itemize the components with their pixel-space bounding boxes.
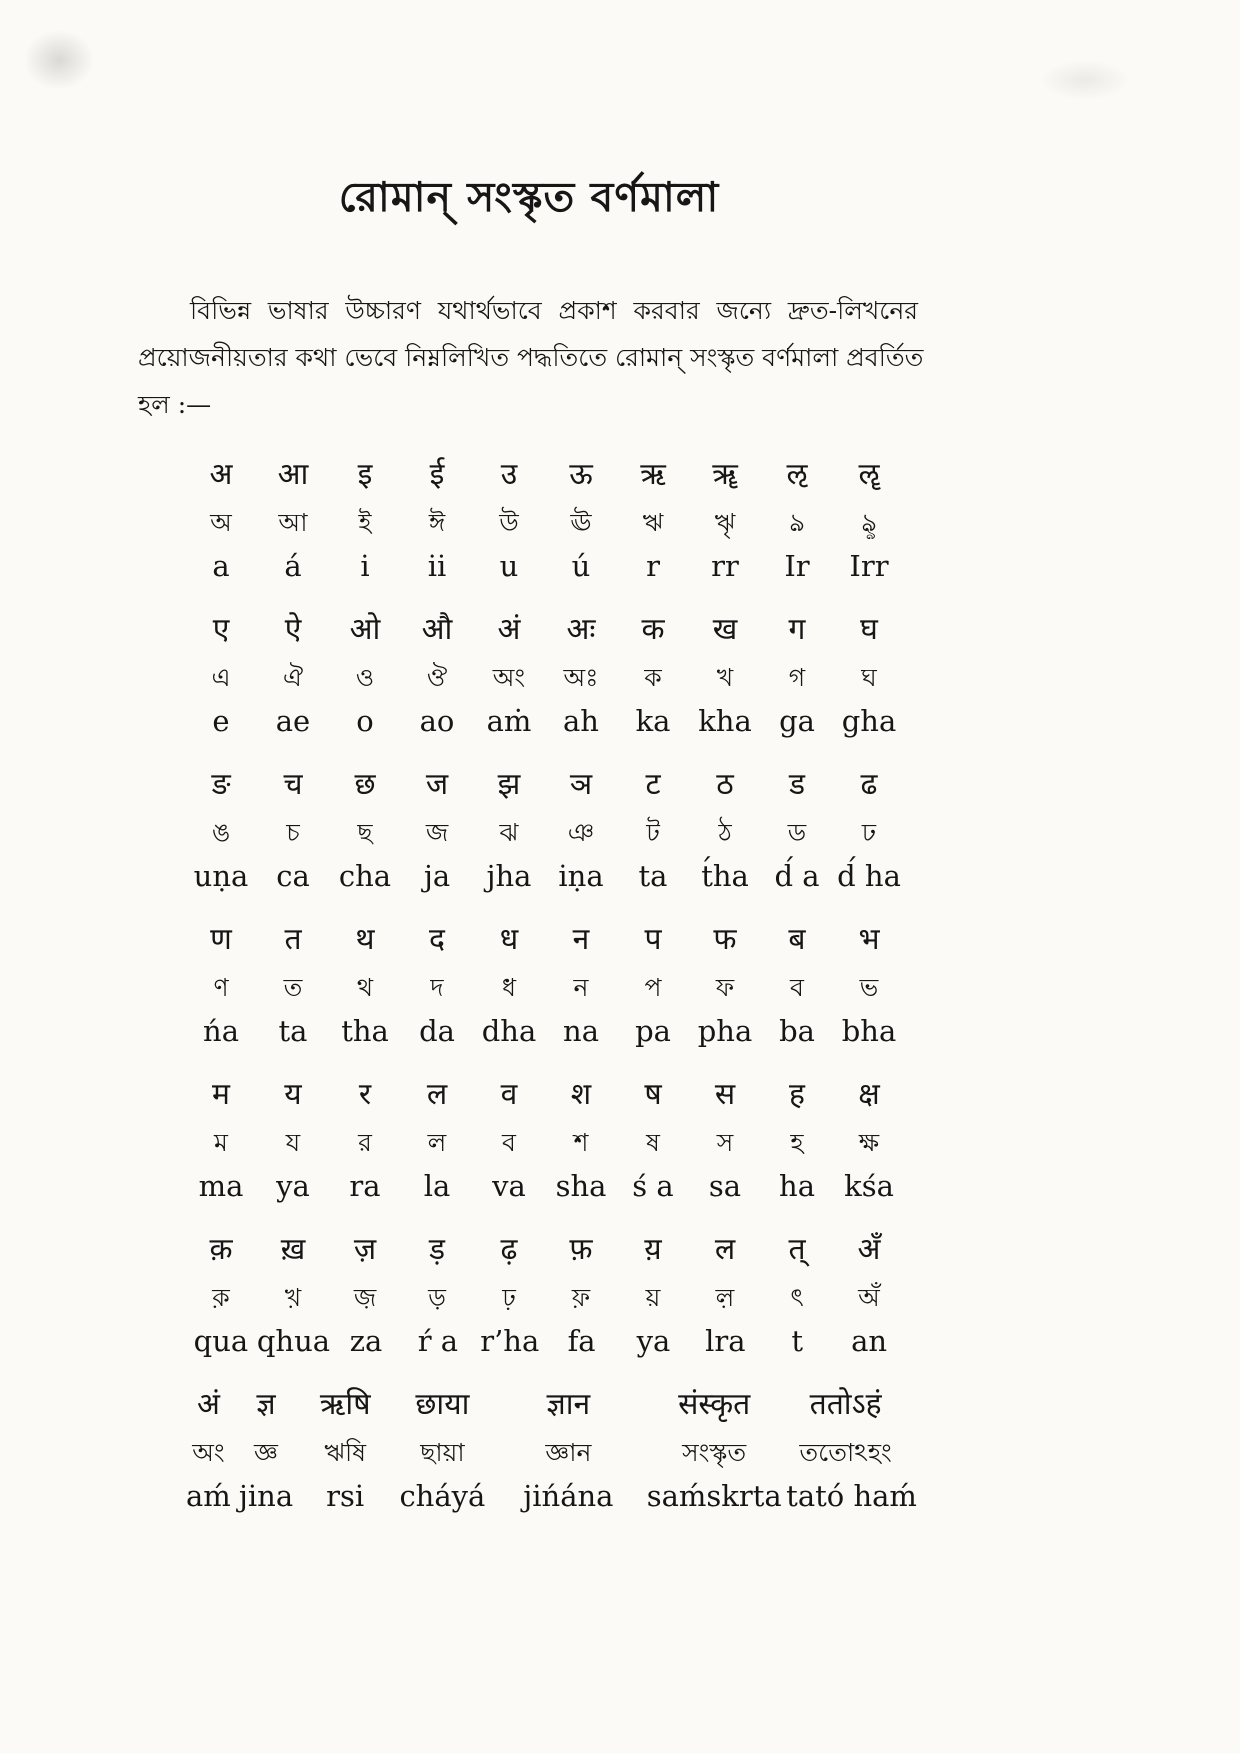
devanagari-example: संस्कृत — [678, 1387, 751, 1422]
roman-char: ka — [635, 704, 671, 738]
devanagari-char: ध — [499, 922, 519, 957]
devanagari-char: ठ — [716, 767, 734, 802]
devanagari-char: ख़ — [280, 1232, 306, 1267]
devanagari-char: ल — [714, 1232, 736, 1267]
roman-char: ú — [571, 549, 591, 583]
bengali-char: খ় — [284, 1283, 302, 1312]
devanagari-char: क — [641, 612, 665, 647]
devanagari-char: आ — [277, 457, 309, 492]
devanagari-char: य़ — [644, 1232, 662, 1267]
roman-char: cha — [338, 859, 392, 893]
devanagari-char: ए — [212, 612, 230, 647]
devanagari-char: ड़ — [428, 1232, 446, 1267]
bengali-char: অঁ — [858, 1283, 880, 1312]
roman-char: lra — [705, 1324, 746, 1358]
bengali-char: আ — [278, 508, 308, 537]
devanagari-char: द — [429, 922, 445, 957]
roman-row — [185, 1012, 905, 1056]
devanagari-example-row — [185, 1382, 905, 1430]
bengali-row — [185, 1275, 905, 1322]
devanagari-char: क्ष — [858, 1077, 880, 1112]
roman-row — [185, 1167, 905, 1211]
devanagari-char: ब — [788, 922, 806, 957]
roman-char: la — [423, 1169, 451, 1203]
bengali-char: ট — [646, 818, 660, 847]
devanagari-char: र — [358, 1077, 372, 1112]
roman-example: aḿ — [186, 1479, 231, 1513]
bengali-char: হ — [790, 1128, 804, 1157]
devanagari-char: इ — [357, 457, 373, 492]
devanagari-char: न — [572, 922, 590, 957]
devanagari-char: ऋ — [640, 457, 666, 492]
devanagari-example: ऋषि — [319, 1387, 371, 1422]
bengali-char: ঈ — [428, 508, 446, 537]
roman-char: ah — [563, 704, 599, 738]
roman-char: o — [356, 704, 374, 738]
intro-paragraph — [138, 287, 924, 428]
alphabet-group — [185, 607, 905, 746]
roman-char: tha — [341, 1014, 389, 1048]
bengali-char: ব — [790, 973, 804, 1002]
roman-char: a — [212, 549, 230, 583]
bengali-char: ণ — [213, 973, 229, 1002]
roman-char: Ir — [784, 549, 810, 583]
bengali-char: অ — [210, 508, 232, 537]
roman-char: aṁ — [486, 704, 532, 738]
bengali-row — [185, 810, 905, 857]
bengali-row — [185, 655, 905, 702]
roman-char: qua — [193, 1324, 249, 1358]
bengali-example: ঋষি — [324, 1438, 366, 1467]
page-title: রোমান্ সংস্কৃত বর্ণমালা — [338, 173, 720, 221]
bengali-char: ঢ় — [502, 1283, 516, 1312]
roman-char: iṇa — [558, 859, 604, 893]
roman-char: ra — [349, 1169, 381, 1203]
bengali-char: অং — [492, 663, 526, 692]
roman-row — [185, 547, 905, 591]
devanagari-char: अं — [497, 612, 521, 647]
bengali-example: জ্ঞ — [254, 1438, 278, 1467]
alphabet-group — [185, 1227, 905, 1366]
bengali-char: ড — [787, 818, 807, 847]
alphabet-group — [185, 762, 905, 901]
roman-example: jińána — [523, 1479, 614, 1513]
bengali-char: ৠ — [714, 508, 736, 537]
devanagari-row — [185, 762, 905, 810]
roman-char: ś a — [632, 1169, 674, 1203]
roman-row — [185, 857, 905, 901]
scan-smudge — [1040, 60, 1130, 100]
devanagari-char: व — [500, 1077, 518, 1112]
roman-char: ta — [278, 1014, 308, 1048]
roman-char: t́ha — [701, 859, 749, 893]
roman-char: va — [492, 1169, 526, 1203]
devanagari-char: ज़ — [353, 1232, 377, 1267]
roman-example: jina — [238, 1479, 294, 1513]
bengali-char: শ — [573, 1128, 589, 1157]
devanagari-char: ढ़ — [500, 1232, 518, 1267]
bengali-row — [185, 965, 905, 1012]
roman-char: za — [349, 1324, 383, 1358]
devanagari-char: ञ — [569, 767, 593, 802]
bengali-char: ক্ষ — [858, 1128, 880, 1157]
devanagari-char: ष — [644, 1077, 662, 1112]
roman-char: ga — [779, 704, 815, 738]
roman-char: r’ha — [480, 1324, 540, 1358]
roman-example-row — [185, 1477, 917, 1521]
roman-char: pha — [697, 1014, 753, 1048]
devanagari-char: त — [284, 922, 302, 957]
roman-char: ba — [779, 1014, 815, 1048]
bengali-char: র — [358, 1128, 372, 1157]
bengali-char: য় — [645, 1283, 661, 1312]
roman-char: bha — [841, 1014, 897, 1048]
roman-char: t — [791, 1324, 804, 1358]
bengali-char: ভ — [859, 973, 879, 1002]
bengali-row — [185, 1120, 905, 1167]
devanagari-char: ॡ — [858, 457, 880, 492]
roman-char: dha — [481, 1014, 537, 1048]
roman-char: qhua — [256, 1324, 331, 1358]
bengali-char: ঠ — [718, 818, 732, 847]
devanagari-char: म — [212, 1077, 230, 1112]
bengali-char: ল — [427, 1128, 447, 1157]
devanagari-char: ऐ — [284, 612, 302, 647]
alphabet-group — [185, 1072, 905, 1211]
bengali-char: ঐ — [282, 663, 304, 692]
devanagari-char: अँ — [857, 1232, 881, 1267]
bengali-char: জ় — [353, 1283, 377, 1312]
roman-char: da — [419, 1014, 455, 1048]
bengali-char: ন — [573, 973, 589, 1002]
devanagari-char: प — [644, 922, 662, 957]
bengali-char: দ — [430, 973, 444, 1002]
bengali-char: ও — [355, 663, 375, 692]
bengali-example-row — [185, 1430, 905, 1477]
roman-char: á — [284, 549, 302, 583]
bengali-char: ৡ — [861, 508, 877, 537]
roman-char: kha — [698, 704, 752, 738]
devanagari-char: त् — [788, 1232, 806, 1267]
bengali-example: সংস্কৃত — [682, 1438, 747, 1467]
bengali-example: ততোঽহং — [799, 1438, 892, 1467]
roman-char: an — [851, 1324, 888, 1358]
roman-char: gha — [841, 704, 897, 738]
bengali-example: জ্ঞান — [545, 1438, 592, 1467]
devanagari-char: ड — [788, 767, 806, 802]
devanagari-char: ह — [789, 1077, 805, 1112]
alphabet-table — [185, 452, 917, 1537]
roman-row — [185, 1322, 905, 1366]
bengali-char: জ — [425, 818, 449, 847]
devanagari-char: ओ — [349, 612, 381, 647]
devanagari-char: ॠ — [712, 457, 738, 492]
roman-char: na — [563, 1014, 599, 1048]
bengali-char: ব — [502, 1128, 516, 1157]
devanagari-row — [185, 1072, 905, 1120]
devanagari-char: य — [284, 1077, 302, 1112]
bengali-char: ফ — [715, 973, 735, 1002]
bengali-char: ক় — [212, 1283, 230, 1312]
bengali-char: স — [716, 1128, 734, 1157]
roman-char: ńa — [203, 1014, 239, 1048]
scan-smudge — [24, 30, 94, 90]
bengali-char: ৎ — [790, 1283, 804, 1312]
bengali-char: ঌ — [789, 508, 805, 537]
devanagari-char: झ — [497, 767, 521, 802]
bengali-char: উ — [499, 508, 519, 537]
devanagari-char: ऌ — [786, 457, 808, 492]
bengali-char: ফ় — [571, 1283, 591, 1312]
roman-char: kśa — [844, 1169, 894, 1203]
roman-char: ca — [276, 859, 310, 893]
devanagari-char: स — [714, 1077, 736, 1112]
roman-char: Irr — [849, 549, 889, 583]
roman-char: e — [212, 704, 230, 738]
devanagari-row — [185, 452, 905, 500]
devanagari-char: ढ — [860, 767, 878, 802]
roman-char: ha — [779, 1169, 815, 1203]
devanagari-char: ण — [210, 922, 232, 957]
bengali-char: ক — [644, 663, 662, 692]
devanagari-char: फ — [713, 922, 737, 957]
bengali-char: ত — [283, 973, 303, 1002]
bengali-char: ল় — [715, 1283, 735, 1312]
devanagari-char: भ — [858, 922, 880, 957]
devanagari-char: ई — [429, 457, 445, 492]
alphabet-group — [185, 452, 905, 591]
bengali-char: ধ — [501, 973, 516, 1002]
bengali-example: ছায়া — [420, 1438, 465, 1467]
roman-char: sa — [708, 1169, 742, 1203]
bengali-char: ঋ — [642, 508, 664, 537]
roman-char: rr — [711, 549, 739, 583]
bengali-char: ঢ — [861, 818, 877, 847]
bengali-char: এ — [211, 663, 231, 692]
devanagari-char: च — [283, 767, 303, 802]
bengali-char: ঞ — [567, 818, 595, 847]
roman-char: ii — [427, 549, 447, 583]
devanagari-char: ल — [426, 1077, 448, 1112]
bengali-char: গ — [788, 663, 806, 692]
devanagari-char: औ — [421, 612, 453, 647]
bengali-char: খ — [716, 663, 734, 692]
devanagari-char: ट — [645, 767, 661, 802]
roman-char: jha — [486, 859, 532, 893]
bengali-char: ঊ — [570, 508, 592, 537]
roman-char: i — [360, 549, 370, 583]
roman-char: ao — [419, 704, 455, 738]
devanagari-char: ग — [788, 612, 806, 647]
devanagari-char: छ — [354, 767, 376, 802]
bengali-row — [185, 500, 905, 547]
roman-char: ŕ a — [417, 1324, 459, 1358]
roman-char: ma — [198, 1169, 244, 1203]
roman-char: ya — [636, 1324, 671, 1358]
intro-line-2: প্রয়োজনীয়তার কথা ভেবে নিম্নলিখিত পদ্ধতিতে রোমান্ সংস্কৃত বর্ণমালা প্রবর্তিত — [138, 343, 924, 372]
roman-char: ya — [276, 1169, 310, 1203]
devanagari-char: श — [570, 1077, 592, 1112]
bengali-char: ড় — [428, 1283, 446, 1312]
bengali-char: ঙ — [211, 818, 231, 847]
intro-line-1: বিভিন্ন ভাষার উচ্চারণ যথার্থভাবে প্রকাশ করবার জন্যে দ্রুত-লিখনের — [190, 296, 918, 325]
bengali-char: ষ — [646, 1128, 660, 1157]
devanagari-char: उ — [500, 457, 518, 492]
intro-line-3: হল :— — [138, 390, 212, 419]
devanagari-char: थ — [355, 922, 375, 957]
devanagari-char: अः — [566, 612, 596, 647]
bengali-char: ঔ — [426, 663, 448, 692]
devanagari-example: छाया — [415, 1387, 470, 1422]
devanagari-char: घ — [860, 612, 878, 647]
bengali-char: ঘ — [861, 663, 877, 692]
devanagari-example: ज्ञ — [256, 1387, 276, 1422]
devanagari-example: ज्ञान — [546, 1387, 591, 1422]
bengali-char: চ — [286, 818, 300, 847]
roman-char: uṇa — [193, 859, 249, 893]
roman-char: ja — [423, 859, 451, 893]
roman-char: ae — [275, 704, 311, 738]
roman-example: cháyá — [399, 1479, 486, 1513]
devanagari-char: अ — [209, 457, 233, 492]
bengali-char: প — [644, 973, 662, 1002]
roman-example: saḿskrta — [646, 1479, 782, 1513]
bengali-char: থ — [356, 973, 374, 1002]
bengali-char: ম — [214, 1128, 228, 1157]
roman-char: d́ a — [774, 859, 820, 893]
roman-example: rsi — [326, 1479, 365, 1513]
devanagari-example: ततोऽहं — [809, 1387, 882, 1422]
bengali-example: অং — [192, 1438, 225, 1467]
devanagari-row — [185, 917, 905, 965]
roman-example: tató haḿ — [786, 1479, 917, 1513]
roman-char: r — [646, 549, 660, 583]
roman-char: d́ ha — [837, 859, 901, 893]
devanagari-row — [185, 607, 905, 655]
devanagari-char: ङ — [211, 767, 231, 802]
devanagari-example: अं — [196, 1387, 220, 1422]
bengali-char: অঃ — [563, 663, 599, 692]
roman-char: sha — [555, 1169, 607, 1203]
bengali-char: য — [285, 1128, 301, 1157]
examples-group — [185, 1382, 917, 1521]
devanagari-char: फ़ — [569, 1232, 593, 1267]
alphabet-group — [185, 917, 905, 1056]
roman-char: u — [499, 549, 519, 583]
bengali-char: ছ — [357, 818, 373, 847]
bengali-char: ঝ — [499, 818, 519, 847]
roman-char: fa — [567, 1324, 596, 1358]
devanagari-char: ऊ — [569, 457, 593, 492]
bengali-char: ই — [358, 508, 372, 537]
devanagari-char: ज — [425, 767, 449, 802]
devanagari-row — [185, 1227, 905, 1275]
devanagari-char: ख — [712, 612, 738, 647]
devanagari-char: क़ — [209, 1232, 233, 1267]
roman-char: pa — [635, 1014, 671, 1048]
roman-row — [185, 702, 905, 746]
roman-char: ta — [638, 859, 668, 893]
